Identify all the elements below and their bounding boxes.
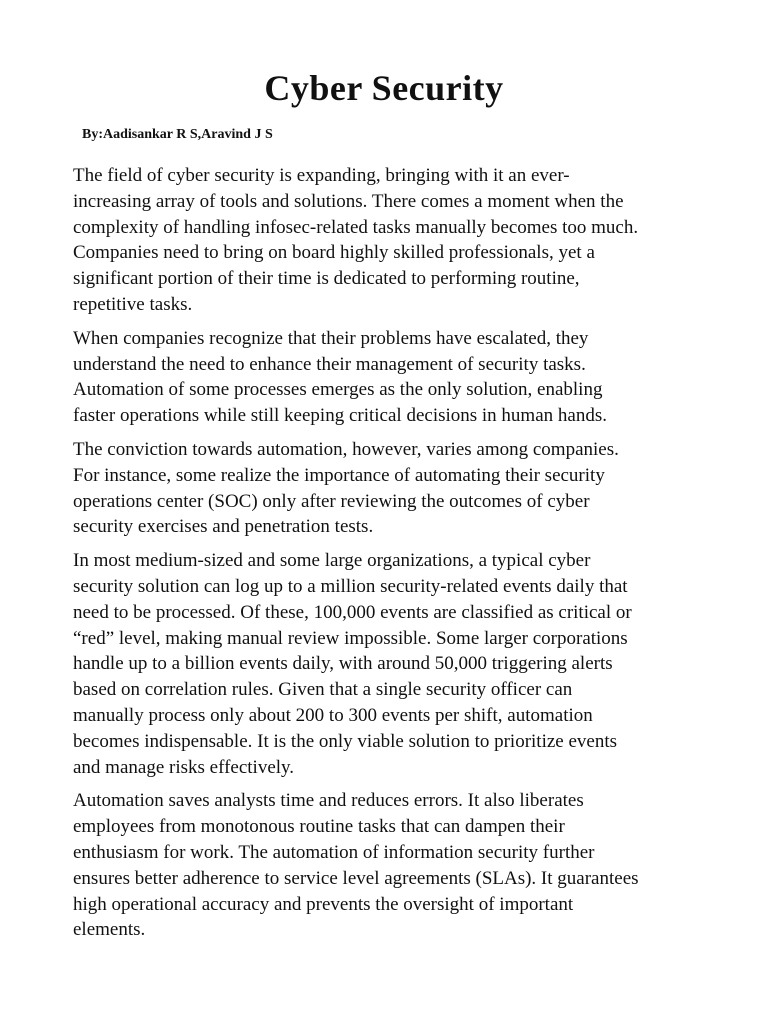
text-line: understand the need to enhance their management of security tasks.	[73, 353, 586, 375]
text-line: operations center (SOC) only after reviewing the outcomes of cyber	[73, 490, 590, 512]
text-line: based on correlation rules. Given that a single security officer can	[73, 679, 573, 701]
text-line: faster operations while still keeping critical decisions in human hands.	[73, 405, 607, 427]
text-line: In most medium-sized and some large organizations, a typical cyber	[73, 550, 591, 572]
text-line: ensures better adherence to service level agreements (SLAs). It guarantees	[73, 867, 639, 889]
text-line: security solution can log up to a million security-related events daily that	[73, 575, 628, 597]
document-title: Cyber Security	[264, 68, 504, 108]
text-line: Automation saves analysts time and reduces errors. It also liberates	[73, 790, 584, 812]
text-line: Companies need to bring on board highly skilled professionals, yet a	[73, 242, 595, 264]
text-line: The conviction towards automation, however, varies among companies.	[73, 438, 619, 460]
text-line: When companies recognize that their problems have escalated, they	[73, 327, 589, 349]
text-line: increasing array of tools and solutions. There comes a moment when the	[73, 190, 624, 212]
text-line: manually process only about 200 to 300 events per shift, automation	[73, 704, 593, 726]
text-line: becomes indispensable. It is the only viable solution to prioritize events	[73, 730, 618, 752]
document-body	[73, 163, 703, 951]
text-line: Automation of some processes emerges as the only solution, enabling	[73, 379, 603, 401]
text-line: handle up to a billion events daily, with around 50,000 triggering alerts	[73, 653, 613, 675]
paragraph-1	[73, 163, 703, 318]
paragraph-3	[73, 437, 703, 540]
text-line: significant portion of their time is dedicated to performing routine,	[73, 268, 580, 290]
text-line: “red” level, making manual review impossible. Some larger corporations	[73, 627, 628, 649]
paragraph-5	[73, 788, 703, 943]
paragraph-2	[73, 326, 703, 429]
text-line: security exercises and penetration tests.	[73, 516, 374, 538]
author-byline: By:Aadisankar R S,Aravind J S	[82, 127, 273, 142]
text-line: complexity of handling infosec-related tasks manually becomes too much.	[73, 216, 639, 238]
text-line: For instance, some realize the importance of automating their security	[73, 464, 605, 486]
text-line: elements.	[73, 919, 146, 941]
text-line: repetitive tasks.	[73, 293, 193, 315]
text-line: The field of cyber security is expanding, bringing with it an ever-	[73, 165, 570, 186]
text-line: need to be processed. Of these, 100,000 events are classified as critical or	[73, 601, 632, 623]
paragraph-4	[73, 548, 703, 780]
text-line: enthusiasm for work. The automation of information security further	[73, 841, 595, 863]
text-line: and manage risks effectively.	[73, 756, 295, 778]
text-line: employees from monotonous routine tasks that can dampen their	[73, 816, 565, 838]
text-line: high operational accuracy and prevents the oversight of important	[73, 893, 574, 915]
